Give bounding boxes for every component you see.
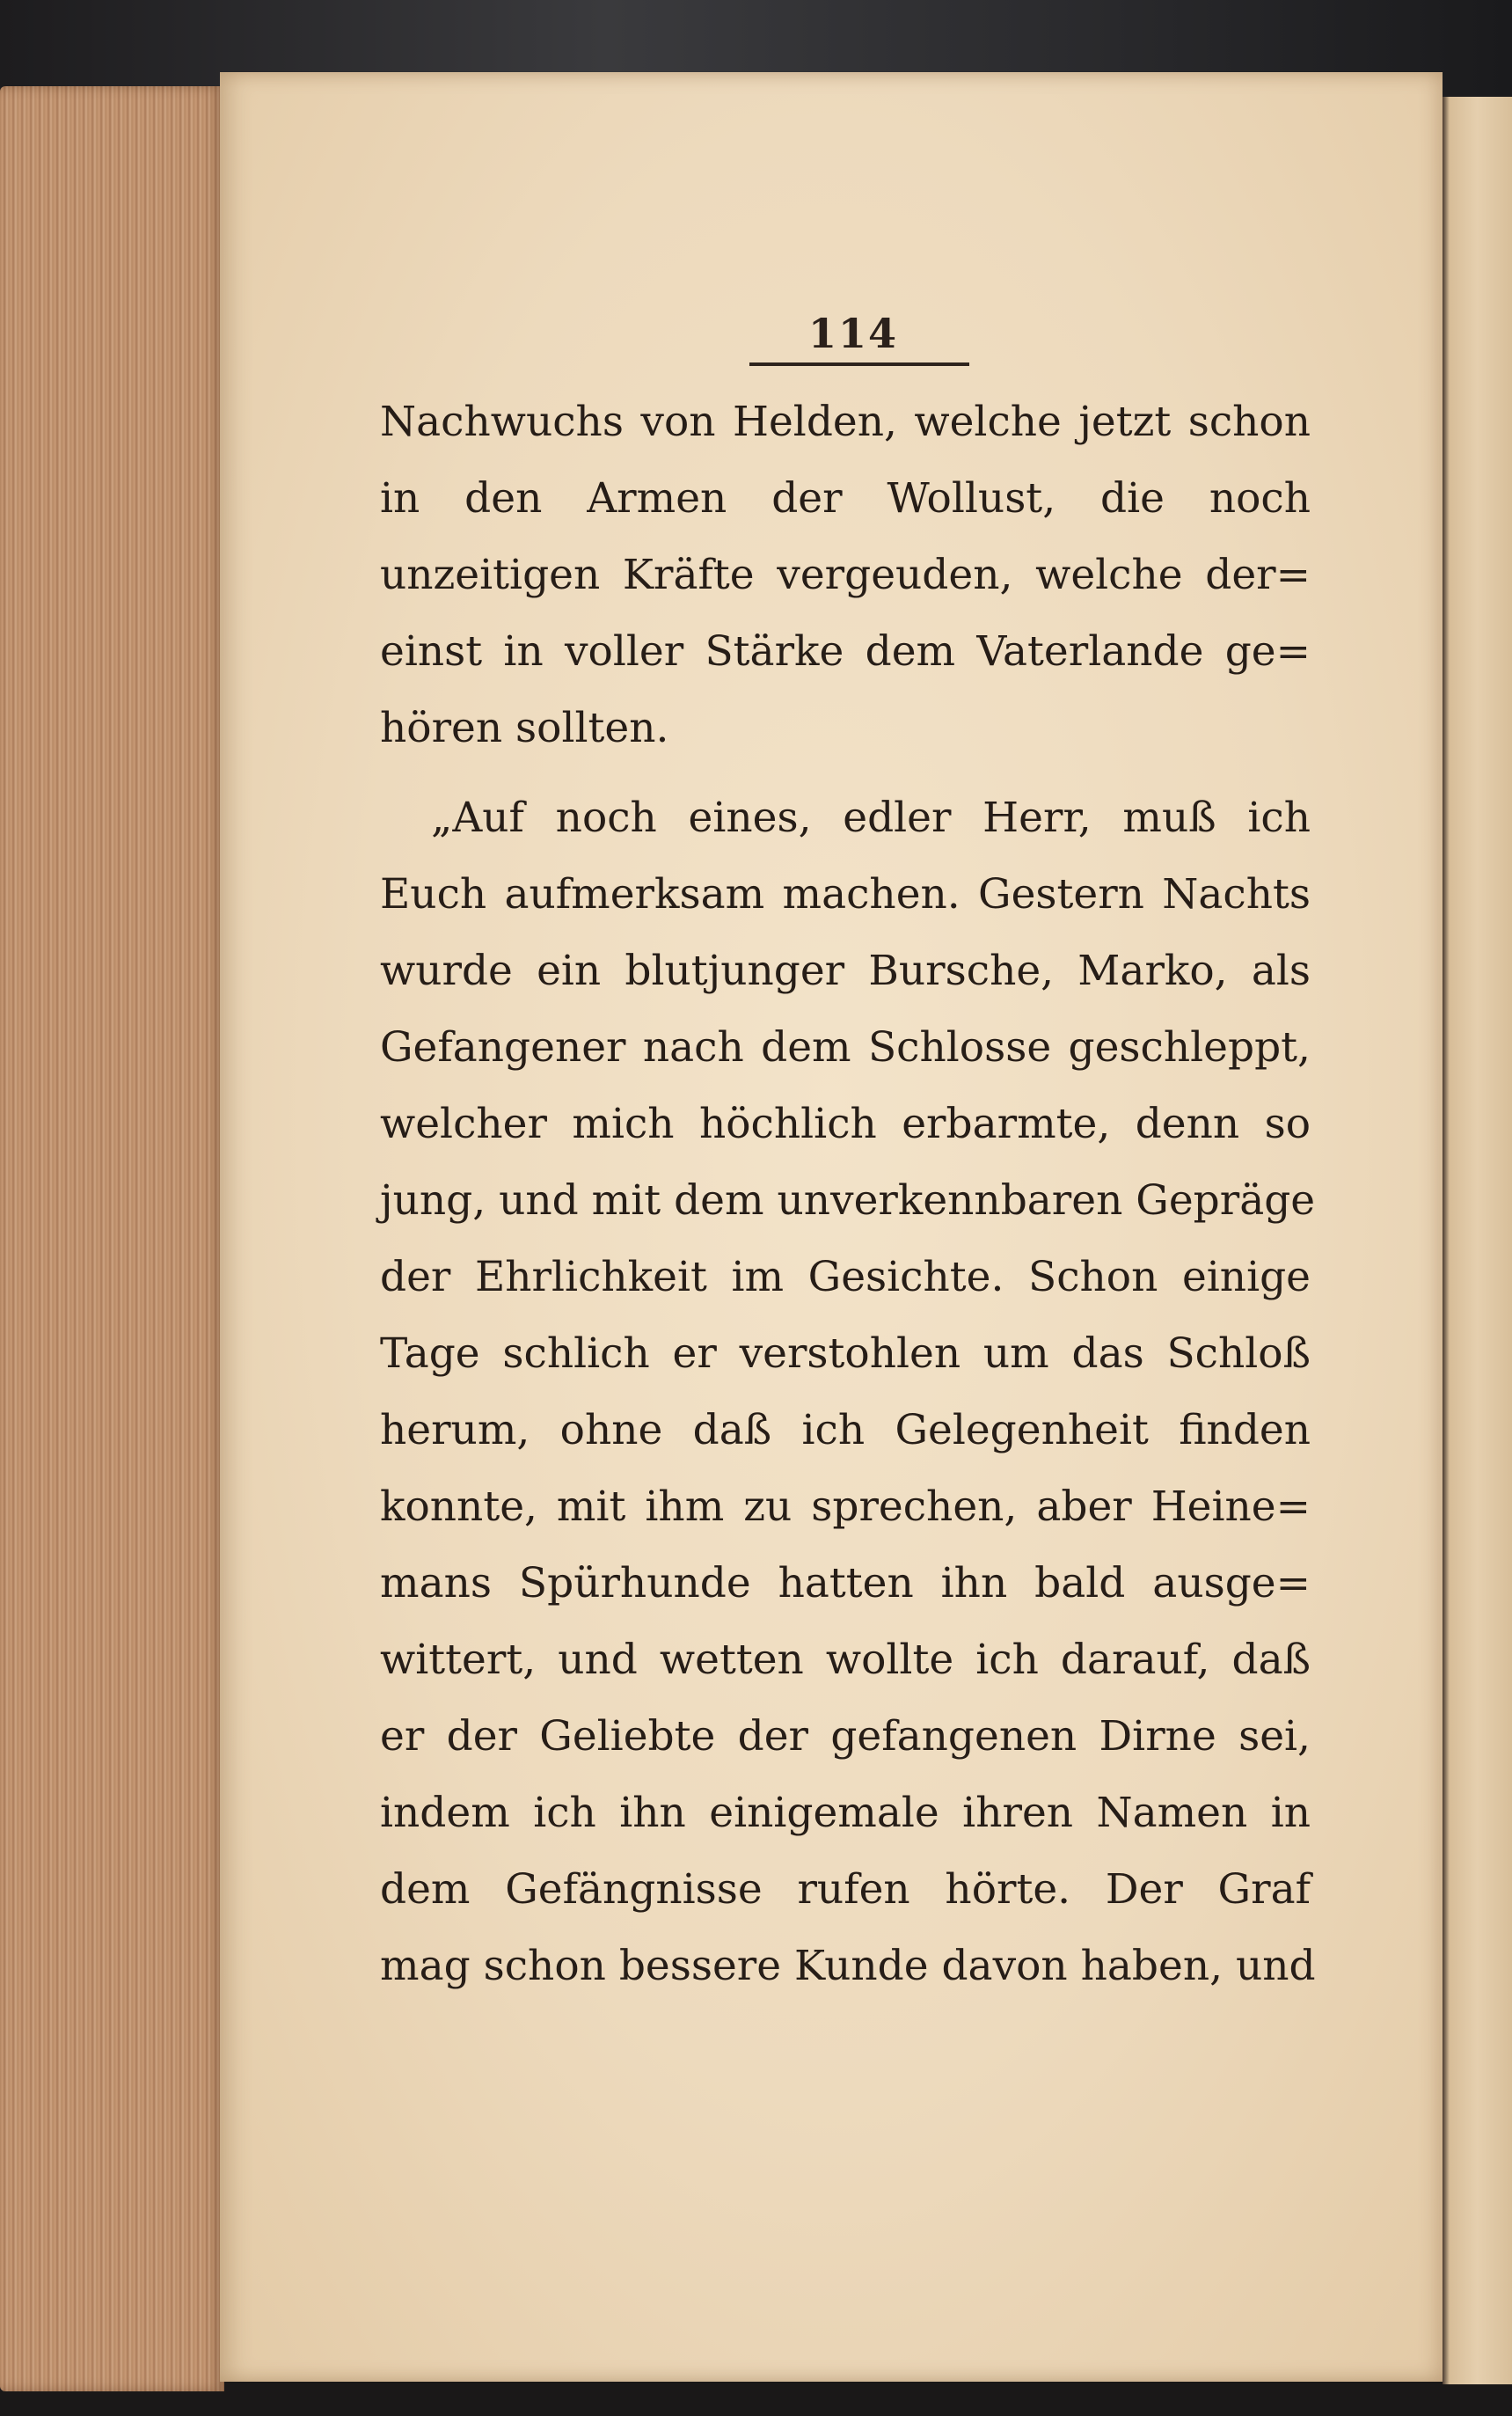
text-line: mans Spürhunde hatten ihn bald ausge= [380,1559,1311,1607]
text-line: dem Gefängnisse rufen hörte. Der Graf [380,1865,1311,1914]
text-line: unzeitigen Kräfte vergeuden, welche der= [380,551,1311,599]
text-line: herum, ohne daß ich Gelegenheit finden [380,1406,1311,1454]
text-line: Euch aufmerksam machen. Gestern Nachts [380,870,1311,919]
page-number: 114 [807,310,899,357]
text-line: einst in voller Stärke dem Vaterlande ge= [380,627,1311,676]
text-line: Tage schlich er verstohlen um das Schloß [380,1329,1311,1378]
text-line: konnte, mit ihm zu sprechen, aber Heine= [380,1483,1311,1531]
text-line: in den Armen der Wollust, die noch [380,474,1311,523]
text-line: Nachwuchs von Helden, welche jetzt schon [380,398,1311,446]
text-line: hören sollten. [380,704,669,752]
text-line: mag schon bessere Kunde davon haben, und [380,1942,1316,1990]
text-line: wittert, und wetten wollte ich darauf, daß [380,1636,1311,1684]
book-page-edges [0,86,224,2391]
text-line: jung, und mit dem unverkennbaren Gepräge [380,1176,1316,1225]
text-line: „Auf noch eines, edler Herr, muß ich [431,794,1311,842]
text-line: wurde ein blutjunger Bursche, Marko, als [380,947,1311,995]
text-line: er der Geliebte der gefangenen Dirne sei, [380,1712,1311,1761]
text-line: der Ehrlichkeit im Gesichte. Schon einige [380,1253,1311,1301]
facing-page-edge [1443,97,1512,2384]
page-number-rule [749,362,969,366]
text-line: Gefangener nach dem Schlosse geschleppt, [380,1023,1311,1072]
text-line: indem ich ihn einigemale ihren Namen in [380,1789,1311,1837]
text-line: welcher mich höchlich erbarmte, denn so [380,1100,1311,1148]
